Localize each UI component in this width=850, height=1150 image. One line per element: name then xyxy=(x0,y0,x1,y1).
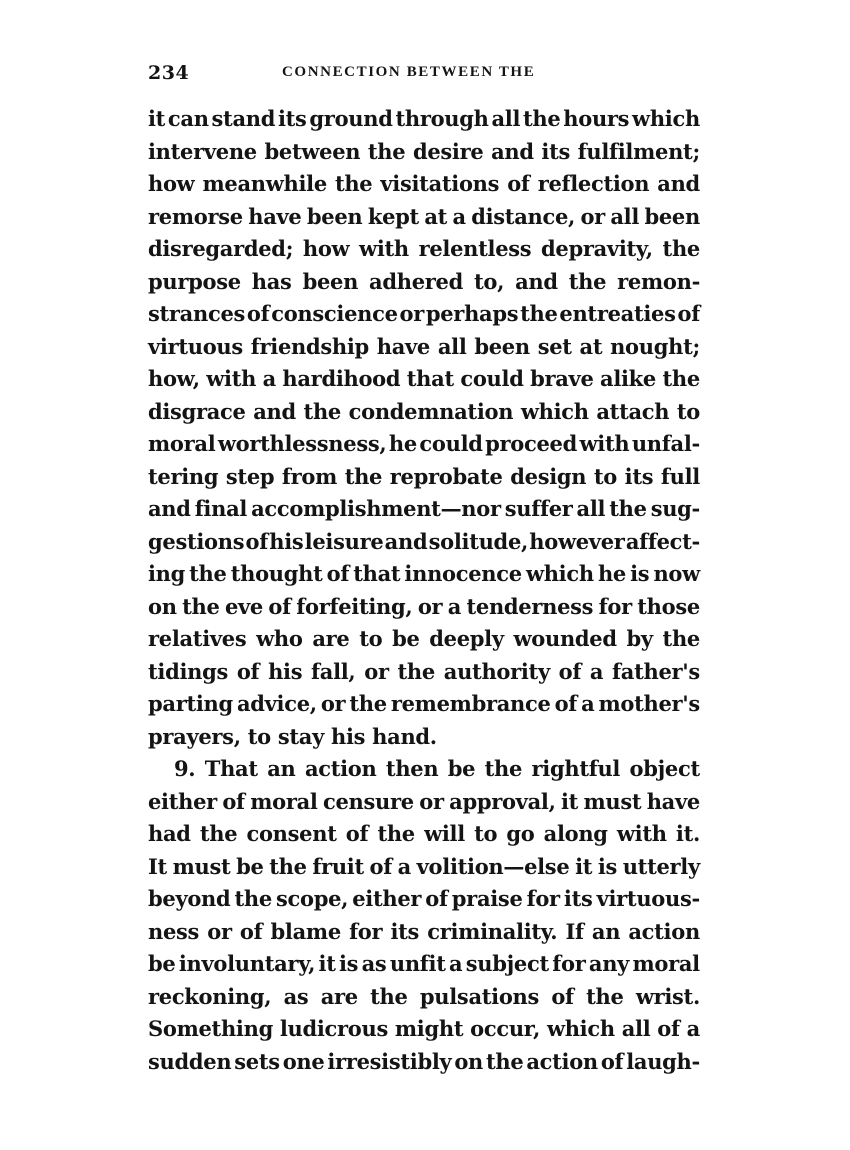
text-line: how, with a hardihood that could brave alike the xyxy=(148,366,700,391)
text-line: how meanwhile the visitations of reflection and xyxy=(148,171,700,196)
text-line: moral worthlessness, he could proceed with unfal- xyxy=(148,431,700,456)
text-line: sudden sets one irresistibly on the action of laugh- xyxy=(148,1048,700,1074)
text-line: It must be the fruit of a volition—else it is utterly xyxy=(148,853,700,879)
text-line: virtuous friendship have all been set at nought; xyxy=(148,333,700,359)
text-line: it can stand its ground through all the hours which xyxy=(148,106,700,131)
text-line: on the eve of forfeiting, or a tenderness for those xyxy=(148,593,700,619)
text-line: parting advice, or the remembrance of a mother's xyxy=(148,691,700,716)
running-title: CONNECTION BETWEEN THE xyxy=(282,64,536,80)
page-number: 234 xyxy=(148,62,190,84)
text-line: tering step from the reprobate design to its full xyxy=(148,463,700,489)
text-line: intervene between the desire and its fulfilment; xyxy=(148,138,700,164)
text-line: reckoning, as are the pulsations of the wrist. xyxy=(148,983,700,1009)
text-line: beyond the scope, either of praise for its virtuous- xyxy=(148,886,700,911)
text-line: ness or of blame for its criminality. If an action xyxy=(148,918,700,944)
text-line: either of moral censure or approval, it must have xyxy=(148,788,700,814)
text-line: prayers, to stay his hand. xyxy=(148,723,437,749)
text-line: 9. That an action then be the rightful object xyxy=(174,756,700,781)
text-line: tidings of his fall, or the authority of a father's xyxy=(148,658,700,684)
text-line: relatives who are to be deeply wounded by the xyxy=(148,626,700,651)
text-line: disregarded; how with relentless depravity, the xyxy=(148,236,700,261)
text-line: Something ludicrous might occur, which all of a xyxy=(148,1016,700,1041)
text-line: be involuntary, it is as unfit a subject for any moral xyxy=(148,951,700,976)
text-line: gestions of his leisure and solitude, however affect- xyxy=(148,528,700,554)
body-text xyxy=(148,103,700,1078)
text-line: had the consent of the will to go along with it. xyxy=(148,821,700,846)
text-line: purpose has been adhered to, and the remon- xyxy=(148,268,700,294)
text-line: and final accomplishment—nor suffer all the sug- xyxy=(148,496,700,521)
text-line: remorse have been kept at a distance, or all been xyxy=(148,203,700,229)
text-line: strances of conscience or perhaps the entreaties of xyxy=(148,301,700,326)
text-line: disgrace and the condemnation which attach to xyxy=(148,398,700,424)
running-head xyxy=(148,62,708,86)
text-line: ing the thought of that innocence which he is now xyxy=(148,561,700,586)
